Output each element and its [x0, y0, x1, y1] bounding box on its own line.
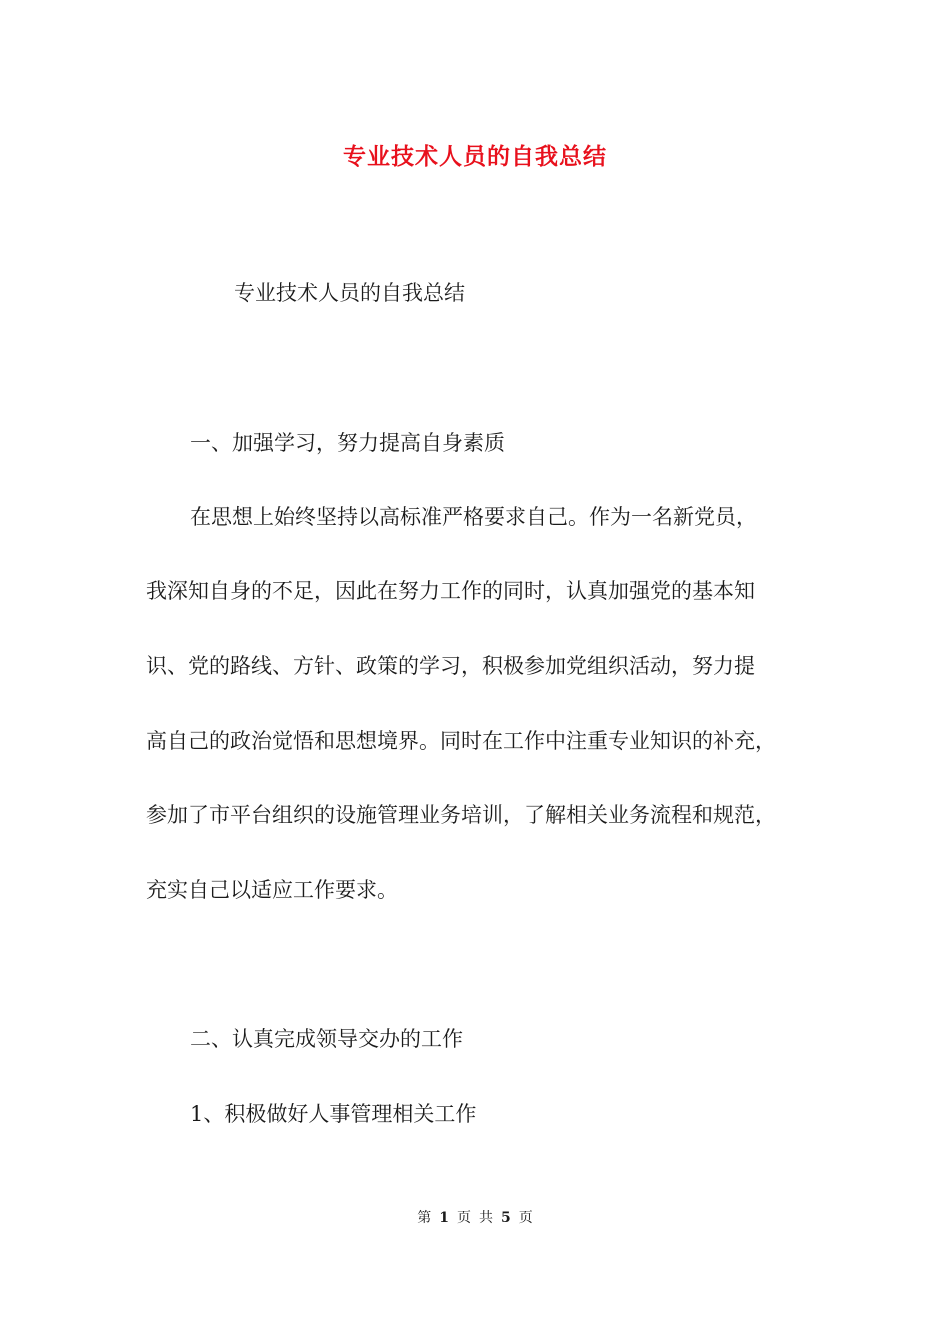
paragraph-line: 参加了市平台组织的设施管理业务培训，了解相关业务流程和规范，: [146, 803, 776, 827]
paragraph-line: 识、党的路线、方针、政策的学习，积极参加党组织活动，努力提: [146, 654, 755, 678]
paragraph-line: 我深知自身的不足，因此在努力工作的同时，认真加强党的基本知: [146, 579, 755, 603]
section-2-item-1: 1、积极做好人事管理相关工作: [190, 1102, 477, 1126]
footer-prefix: 第: [417, 1210, 432, 1226]
footer-total-label: 页: [518, 1210, 533, 1226]
section-1-heading: 一、加强学习，努力提高自身素质: [190, 431, 505, 455]
footer-page-label: 页: [457, 1210, 471, 1226]
footer-page-number: 1: [439, 1210, 449, 1226]
document-subtitle: 专业技术人员的自我总结: [234, 281, 465, 305]
page-footer: [0, 1207, 950, 1227]
footer-total-prefix: 共: [479, 1210, 493, 1226]
document-title: 专业技术人员的自我总结: [343, 143, 607, 170]
paragraph-line: 充实自己以适应工作要求。: [146, 878, 398, 902]
section-2-heading: 二、认真完成领导交办的工作: [190, 1027, 463, 1051]
paragraph-line: 在思想上始终坚持以高标准严格要求自己。作为一名新党员，: [190, 505, 757, 529]
footer-total-pages: 5: [501, 1210, 511, 1226]
paragraph-line: 高自己的政治觉悟和思想境界。同时在工作中注重专业知识的补充，: [146, 729, 776, 753]
